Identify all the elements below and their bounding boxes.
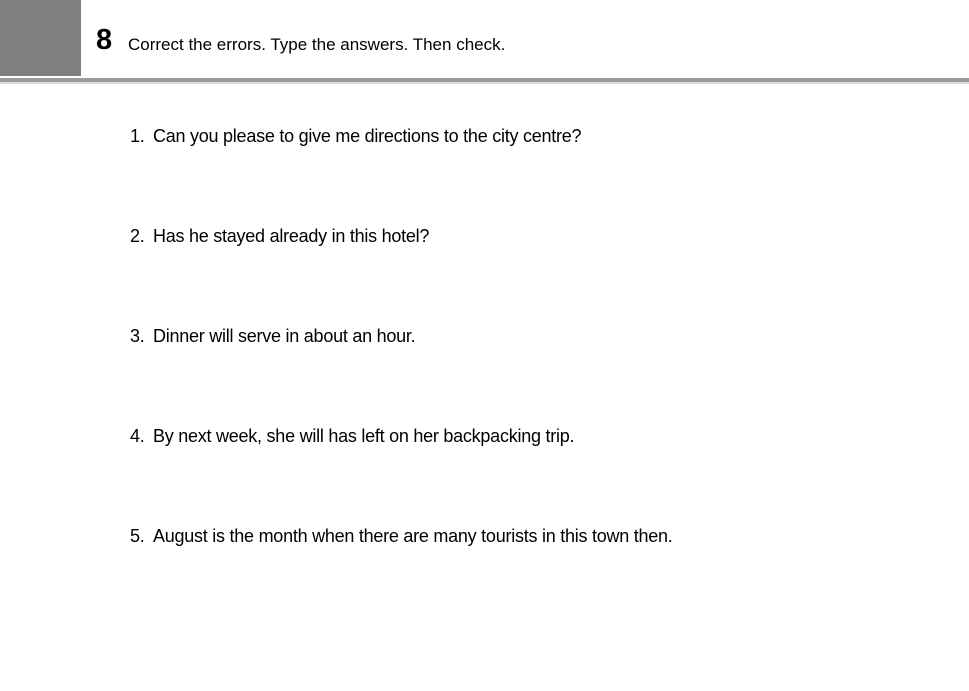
question-text: Has he stayed already in this hotel? xyxy=(153,226,430,246)
question-number: 4. xyxy=(130,426,145,446)
question-text: Dinner will serve in about an hour. xyxy=(153,326,416,346)
question-number: 2. xyxy=(130,226,145,246)
question-list xyxy=(130,124,910,624)
exercise-header xyxy=(0,0,969,78)
question-text: Can you please to give me directions to the city centre? xyxy=(153,126,582,146)
question-item-5 xyxy=(130,524,910,624)
question-text: August is the month when there are many tourists in this town then. xyxy=(153,526,673,546)
question-item-1 xyxy=(130,124,910,224)
header-gray-block xyxy=(0,0,81,76)
exercise-number: 8 xyxy=(96,24,113,56)
question-item-2 xyxy=(130,224,910,324)
question-number: 1. xyxy=(130,126,145,146)
question-number: 5. xyxy=(130,526,145,546)
exercise-instruction: Correct the errors. Type the answers. Then check. xyxy=(128,35,506,54)
question-text: By next week, she will has left on her backpacking trip. xyxy=(153,426,575,446)
question-item-4 xyxy=(130,424,910,524)
question-item-3 xyxy=(130,324,910,424)
question-number: 3. xyxy=(130,326,145,346)
header-divider-shadow xyxy=(0,82,969,84)
